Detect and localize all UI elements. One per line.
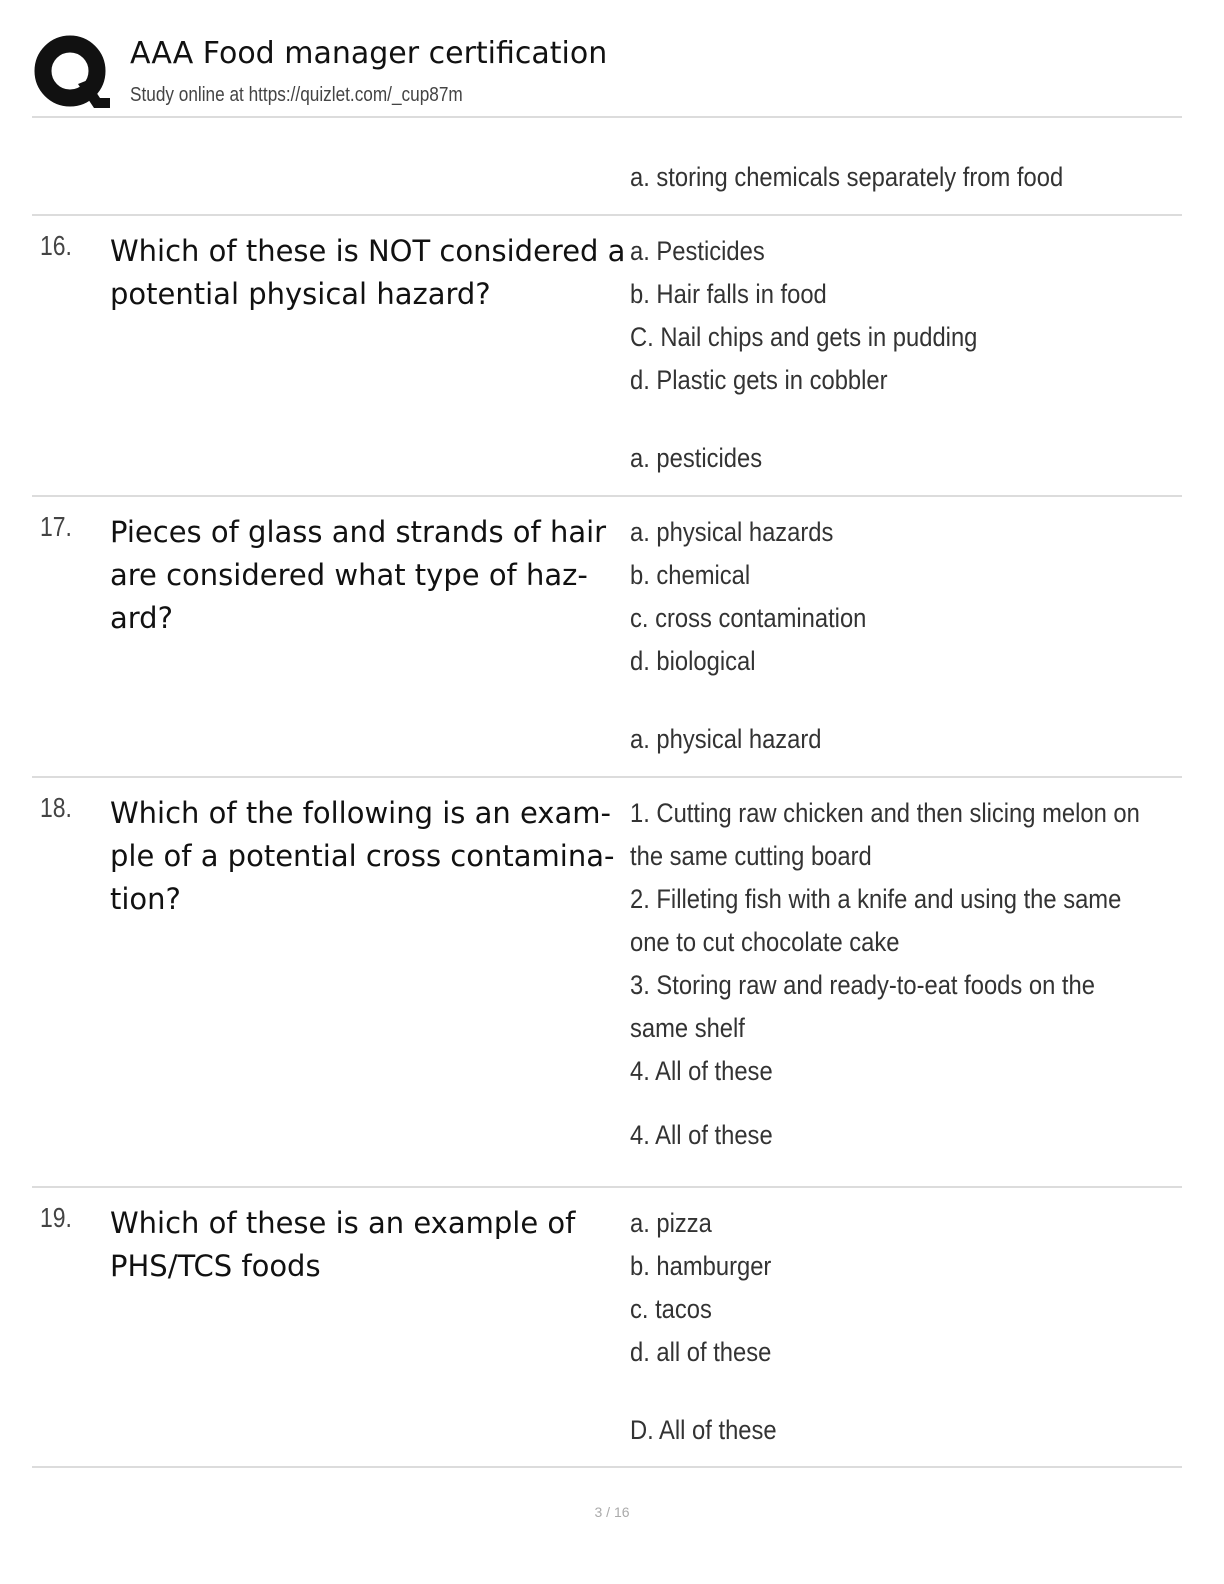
option: b. Hair falls in food [630, 279, 827, 309]
option: d. biological [630, 646, 756, 676]
answer-text [630, 511, 1180, 761]
question-text: Which of these is an example of PHS/TCS foods [110, 1206, 576, 1283]
card-number: 16. [40, 230, 72, 261]
option: d. Plastic gets in cobbler [630, 365, 888, 395]
card-number: 18. [40, 792, 72, 823]
question-text: Which of these is NOT considered a potential physical hazard? [110, 234, 626, 311]
correct-answer: a. pesticides [630, 443, 763, 473]
page-number: 3 / 16 [594, 1504, 630, 1520]
option: b. chemical [630, 560, 751, 590]
card-row-16 [32, 216, 1182, 497]
card-row-19 [32, 1188, 1182, 1468]
option: 3. Storing raw and ready-to-eat foods on the same shelf [630, 970, 1095, 1043]
option: 4. All of these [630, 1056, 773, 1086]
answer-text [630, 156, 1180, 199]
option: c. cross contamination [630, 603, 867, 633]
page-title: AAA Food manager certification [130, 36, 608, 71]
card-row-18 [32, 778, 1182, 1188]
option: b. hamburger [630, 1251, 772, 1281]
option: d. all of these [630, 1337, 772, 1367]
study-link[interactable]: Study online at https://quizlet.com/_cup87m [130, 84, 463, 106]
card-row-carryover [32, 118, 1182, 216]
option: a. physical hazards [630, 517, 834, 547]
quizlet-logo-icon [34, 34, 110, 110]
option: a. Pesticides [630, 236, 765, 266]
card-row-17 [32, 497, 1182, 778]
page-header [32, 30, 1182, 118]
card-number: 19. [40, 1202, 72, 1233]
option: c. tacos [630, 1294, 712, 1324]
option: 1. Cutting raw chicken and then slicing melon on the same cutting board [630, 798, 1140, 871]
answer-text [630, 1202, 1180, 1452]
question-text: Pieces of glass and strands of hair are considered what type of haz-ard? [110, 515, 607, 635]
answer-text [630, 792, 1180, 1157]
correct-answer: a. physical hazard [630, 724, 822, 754]
correct-answer: D. All of these [630, 1415, 777, 1445]
correct-answer: 4. All of these [630, 1120, 773, 1150]
card-number: 17. [40, 511, 72, 542]
option: a. pizza [630, 1208, 712, 1238]
answer-text [630, 230, 1180, 480]
option: C. Nail chips and gets in pudding [630, 322, 978, 352]
option: 2. Filleting fish with a knife and using the same one to cut chocolate cake [630, 884, 1122, 957]
question-text: Which of the following is an exam-ple of a potential cross contamina-tion? [110, 796, 615, 916]
correct-answer: a. storing chemicals separately from food [630, 162, 1064, 192]
